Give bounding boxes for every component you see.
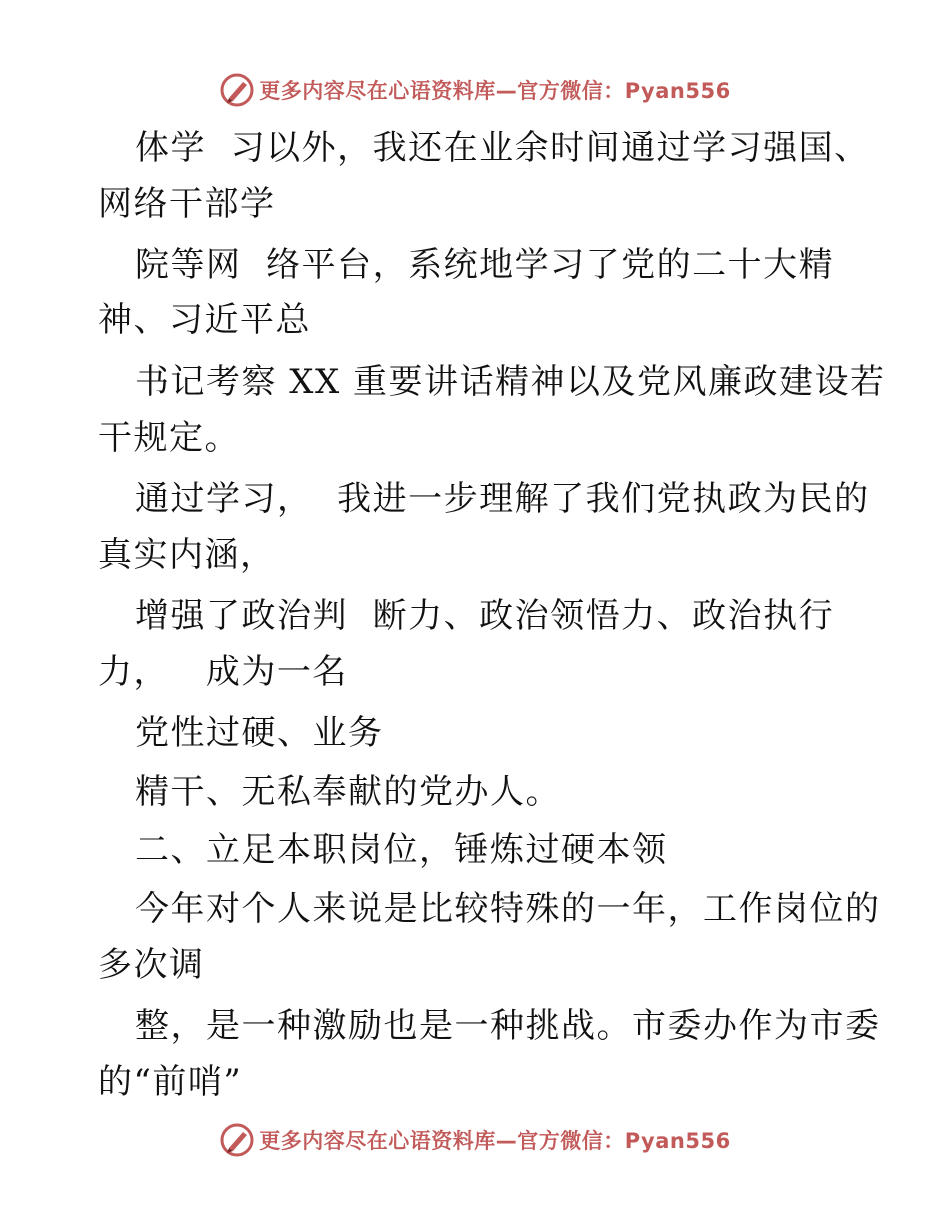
text-line: 网络干部学 (98, 184, 276, 224)
text-line: 今年对个人来说是比较特殊的一年，工作岗位的 (135, 889, 881, 929)
text-line: 神、习近平总 (98, 300, 311, 340)
text-line: 干规定。 (98, 418, 240, 458)
text-line: 书记考察 XX 重要讲话精神以及党风廉政建设若 (135, 362, 886, 402)
text-line: 党性过硬、业务 (135, 713, 384, 753)
text-line: 体学 习以外，我还在业余时间通过学习强国、 (135, 128, 870, 168)
text-line: 整，是一种激励也是一种挑战。市委办作为市委 (135, 1006, 881, 1046)
text-line: 增强了政治判 断力、政治领悟力、政治执行 (135, 596, 835, 636)
footer-banner (0, 1120, 950, 1160)
text-line: 精干、无私奉献的党办人。 (135, 772, 561, 812)
banner-text: 更多内容尽在心语资料库—官方微信：Pyan556 (259, 1129, 731, 1153)
text-line: 院等网 络平台，系统地学习了党的二十大精 (135, 245, 835, 285)
text-line: 的“前哨” (98, 1062, 243, 1102)
banner-text: 更多内容尽在心语资料库—官方微信：Pyan556 (259, 79, 731, 103)
section-heading: 二、立足本职岗位，锤炼过硬本领 (135, 830, 668, 870)
text-line: 多次调 (98, 945, 205, 985)
text-line: 通过学习， 我进一步理解了我们党执政为民的 (135, 479, 870, 519)
logo-pen-icon (219, 1122, 255, 1158)
text-line: 真实内涵， (98, 535, 276, 575)
text-line: 力， 成为一名 (98, 652, 348, 692)
